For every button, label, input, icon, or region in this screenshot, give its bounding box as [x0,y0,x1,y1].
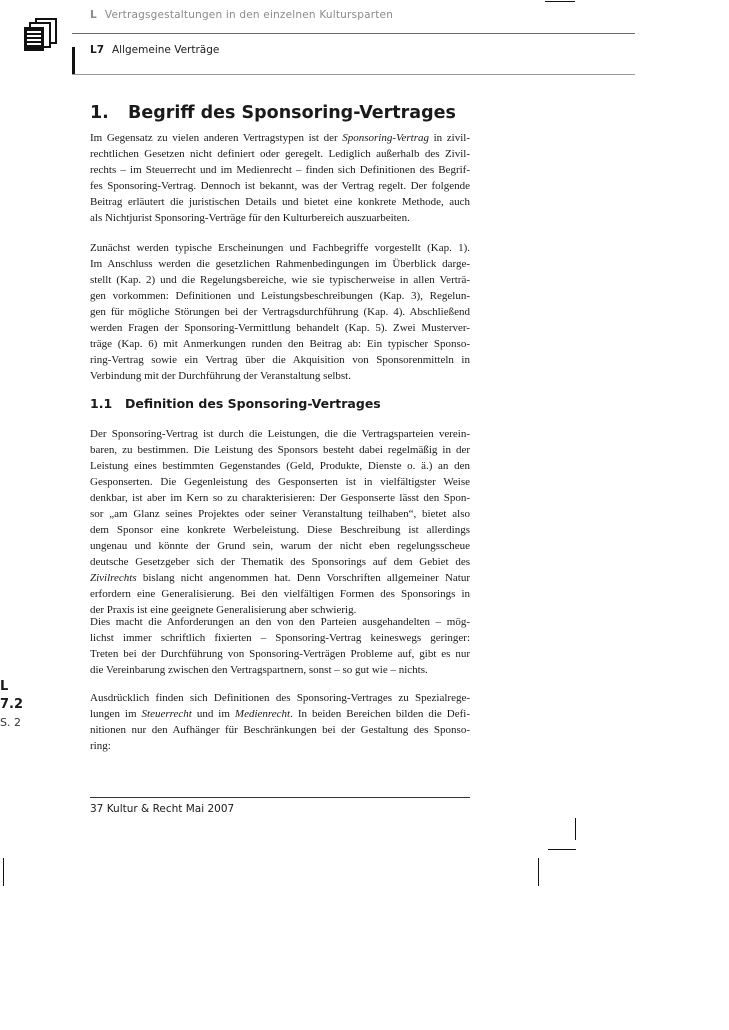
side-tab-page: S. 2 [0,716,21,729]
text-line: denkbar, ist aber im Kern so zu charakterisieren: Der Gesponserte lässt den Spon- [90,492,470,504]
text-line: Verbindung mit der Durchführung der Veranstaltung selbst. [90,370,351,382]
text-line: Ausdrücklich finden sich Definitionen des Sponsoring-Vertrages zu Spezialrege- [90,692,470,704]
top-crop-mark [545,1,575,2]
text-line: rechts – im Steuerrecht und im Medienrecht – finden sich Definitionen des Begrif- [90,164,470,176]
crop-mark [3,858,4,886]
text-line: Leistung eines bestimmten Gegenstandes (Geld, Produkte, Dienste o. ä.) an den [90,460,470,472]
paragraph-overview [90,240,470,384]
running-header-chapter: L7 Allgemeine Verträge [90,44,220,56]
paragraph-requirements [90,614,470,678]
text-line: fes Sponsoring-Vertrag. Dennoch ist bekannt, was der Vertrag regelt. Der folgende [90,180,470,192]
text-line: Dies macht die Anforderungen an den von den Parteien ausgehandelten – mög- [90,616,470,628]
text-line: gen vorkommen: Definitionen und Leistungsbeschreibungen (Kap. 3), Regelun- [90,290,470,302]
text-line: die Vereinbarung zwischen den Vertragspartnern, sonst – so gut wie – nichts. [90,664,428,676]
text-line: ring-Vertrag sowie ein Vertrag über die Akquisition von Sponsorenmitteln in [90,354,470,366]
text-line: träge (Kap. 6) mit Anmerkungen runden den Beitrag ab: Ein typischer Sponso- [90,338,470,350]
text-line: erfordern eine Generalisierung. Bei den vielfältigen Formen des Sponsorings in [90,588,470,600]
paragraph-explicit-definitions [90,690,470,754]
footer-divider [90,797,470,798]
text-line: ungenau und könnte der Grund sein, warum der nicht eben regelungsscheue [90,540,470,552]
text-line: nitionen nur den Aufhänger für Beschränkungen bei der Gestaltung des Sponso- [90,724,470,736]
crop-mark [548,849,576,850]
text-line: stellt (Kap. 2) und die Regelungsbereiche, wie sie typischerweise in allen Verträ- [90,274,470,286]
subsection-heading: 1.1 Definition des Sponsoring-Vertrages [90,396,381,411]
paragraph-intro [90,130,470,226]
text-line: Im Gegensatz zu vielen anderen Vertragstypen ist der Sponsoring-Vertrag in zivil- [90,132,470,144]
text-line: lichst immer schriftlich fixierten – Sponsoring-Vertrag keineswegs geringer: [90,632,470,644]
text-line: Gesponserten. Die Gegenleistung des Gesponserten ist in vielfältigster Weise [90,476,470,488]
text-line: deutsche Gesetzgeber sich der Thematik des Sponsorings auf dem Gebiet des [90,556,470,568]
header-divider-lower [72,74,635,75]
text-line: der Praxis ist eine geeignete Generalisierung aber schwierig. [90,604,357,616]
crop-mark [538,858,539,886]
header-divider [72,33,635,34]
side-tab-label [0,678,23,732]
text-line: rechtlichen Gesetzen nicht definiert oder geregelt. Lediglich außerhalb des Zivil- [90,148,470,160]
text-line: Zunächst werden typische Erscheinungen und Fachbegriffe vorgestellt (Kap. 1). [90,242,470,254]
footer-text: 37 Kultur & Recht Mai 2007 [90,803,235,815]
text-line: baren, zu bestimmen. Die Leistung des Sponsors besteht dabei regelmäßig in der [90,444,470,456]
text-line: gen für mögliche Störungen bei der Vertragsdurchführung (Kap. 4). Abschließend [90,306,470,318]
text-line: Der Sponsoring-Vertrag ist durch die Leistungen, die die Vertragsparteien verein- [90,428,470,440]
text-line: ring: [90,740,111,752]
chapter-marker-bar [72,47,75,74]
stacked-documents-icon [22,18,58,52]
text-line: sor „am Glanz seines Projektes oder seiner Veranstaltung teilhaben“, bietet also [90,508,470,520]
side-tab-letter: L [0,679,9,694]
section-heading: 1. Begriff des Sponsoring-Vertrages [90,103,456,123]
text-line: Treten bei der Durchführung von Sponsoring-Verträgen Probleme auf, gibt es nur [90,648,470,660]
text-line: dem Sponsor eine konkrete Werbeleistung. Diese Beschreibung ist allerdings [90,524,470,536]
paragraph-definition [90,426,470,618]
text-line: lungen im Steuerrecht und im Medienrecht. In beiden Bereichen bilden die Defi- [90,708,470,720]
running-header-section: L Vertragsgestaltungen in den einzelnen Kultursparten [90,9,394,21]
text-line: als Nichtjurist Sponsoring-Verträge für den Kulturbereich auszuarbeiten. [90,212,410,224]
text-line: Zivilrechts bislang nicht angenommen hat. Denn Vorschriften allgemeiner Natur [90,572,470,584]
crop-mark [575,818,576,840]
text-line: Im Anschluss werden die gesetzlichen Rahmenbedingungen im Überblick darge- [90,258,470,270]
side-tab-code: 7.2 [0,697,24,712]
text-line: werden Fragen der Sponsoring-Vermittlung behandelt (Kap. 5). Zwei Musterver- [90,322,470,334]
text-line: Beitrag erläutert die juristischen Details und bietet eine konkrete Methode, auch [90,196,470,208]
